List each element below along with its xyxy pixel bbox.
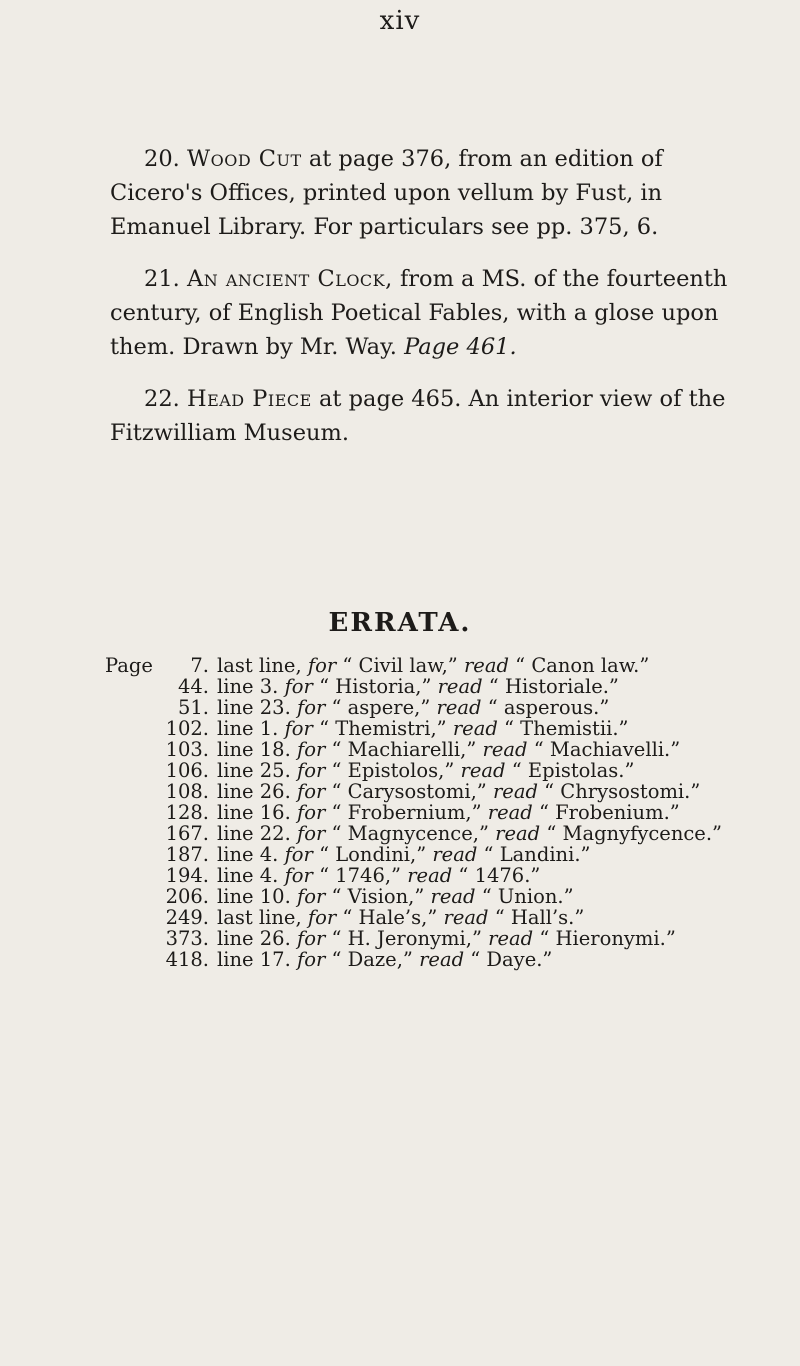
errata-for-word: for — [284, 675, 320, 698]
errata-wrong: “ Machiarelli,” — [331, 738, 483, 761]
errata-row — [105, 739, 722, 760]
errata-correction — [217, 697, 609, 718]
errata-read-word: read — [419, 948, 471, 971]
errata-row — [105, 802, 722, 823]
errata-location: line 23. — [217, 696, 297, 719]
errata-correction — [217, 718, 629, 739]
errata-right: “ 1476.” — [458, 864, 541, 887]
errata-read-word: read — [460, 759, 512, 782]
errata-correction — [217, 802, 680, 823]
entry-text: at page 465. An interior view of the Fitzwilliam Museum. — [110, 386, 726, 446]
errata-row — [105, 949, 722, 970]
errata-for-word: for — [296, 822, 332, 845]
errata-right: “ asperous.” — [487, 696, 610, 719]
errata-page-label — [105, 739, 153, 760]
errata-right: “ Canon law.” — [515, 654, 650, 677]
errata-for-word: for — [284, 864, 320, 887]
errata-read-word: read — [463, 654, 516, 677]
errata-correction — [217, 655, 649, 676]
errata-page-label — [105, 928, 153, 949]
errata-read-word: read — [443, 906, 495, 929]
errata-correction — [217, 823, 722, 844]
errata-read-word: read — [495, 822, 547, 845]
errata-row — [105, 823, 722, 844]
errata-for-word: for — [296, 885, 332, 908]
errata-page-label — [105, 886, 153, 907]
errata-location: last line, — [217, 654, 308, 677]
errata-right: “ Chrysostomi.” — [544, 780, 701, 803]
errata-heading: ERRATA. — [328, 608, 472, 638]
errata-location: line 26. — [217, 780, 297, 803]
errata-correction — [217, 676, 619, 697]
errata-right: “ Daye.” — [470, 948, 553, 971]
errata-right: “ Magnyfycence.” — [546, 822, 723, 845]
illustration-entry-20 — [110, 142, 750, 244]
errata-wrong: “ Themistri,” — [319, 717, 453, 740]
errata-right: “ Themistii.” — [504, 717, 629, 740]
errata-wrong: “ Epistolos,” — [331, 759, 461, 782]
errata-location: line 1. — [217, 717, 285, 740]
errata-for-word: for — [296, 927, 332, 950]
errata-correction — [217, 739, 680, 760]
errata-read-word: read — [407, 864, 459, 887]
errata-row — [105, 718, 722, 739]
errata-location: line 10. — [217, 885, 297, 908]
errata-page-number: 106. — [165, 759, 209, 782]
errata-correction — [217, 865, 540, 886]
errata-right: “ Epistolas.” — [511, 759, 635, 782]
errata-right: “ Hieronymi.” — [539, 927, 676, 950]
errata-right: “ Union.” — [481, 885, 574, 908]
errata-for-word: for — [284, 717, 320, 740]
errata-location: line 4. — [217, 843, 285, 866]
errata-read-word: read — [437, 675, 489, 698]
errata-page-label — [105, 844, 153, 865]
errata-row — [105, 676, 722, 697]
errata-page-label — [105, 907, 153, 928]
errata-wrong: “ Historia,” — [319, 675, 438, 698]
errata-page-label: Page — [105, 654, 153, 677]
errata-wrong: “ Vision,” — [331, 885, 431, 908]
errata-read-word: read — [487, 801, 539, 824]
errata-page-label — [105, 865, 153, 886]
errata-row — [105, 760, 722, 781]
errata-page-number: 167. — [165, 822, 209, 845]
errata-wrong: “ Carysostomi,” — [331, 780, 493, 803]
errata-wrong: “ Daze,” — [331, 948, 420, 971]
entry-text: from a MS. of the fourteenth century, of English Poetical Fables, with a glose upon them. Drawn by Mr. Way. — [110, 266, 728, 360]
errata-page-number: 128. — [165, 801, 209, 824]
illustration-entry-21 — [110, 262, 750, 364]
errata-right: “ Hall’s.” — [494, 906, 585, 929]
errata-for-word: for — [307, 654, 343, 677]
errata-page-number: 44. — [177, 675, 209, 698]
entry-page-ref: Page 461. — [404, 334, 517, 360]
errata-for-word: for — [307, 906, 343, 929]
errata-right: “ Machiavelli.” — [533, 738, 681, 761]
errata-location: line 22. — [217, 822, 297, 845]
errata-for-word: for — [296, 696, 332, 719]
errata-page-number: 206. — [165, 885, 209, 908]
errata-wrong: “ 1746,” — [319, 864, 408, 887]
errata-page-label — [105, 718, 153, 739]
errata-location: line 4. — [217, 864, 285, 887]
errata-read-word: read — [488, 927, 540, 950]
errata-page-label — [105, 760, 153, 781]
errata-correction — [217, 949, 552, 970]
errata-row — [105, 781, 722, 802]
errata-page-number: 187. — [165, 843, 209, 866]
errata-read-word: read — [436, 696, 488, 719]
errata-page-label — [105, 823, 153, 844]
errata-row — [105, 928, 722, 949]
errata-page-label — [105, 781, 153, 802]
errata-wrong: “ aspere,” — [331, 696, 437, 719]
entry-number: 20. — [144, 146, 180, 172]
errata-for-word: for — [296, 759, 332, 782]
errata-page-label — [105, 676, 153, 697]
errata-row — [105, 886, 722, 907]
errata-wrong: “ Magnycence,” — [331, 822, 496, 845]
errata-read-word: read — [482, 738, 534, 761]
entry-text: at page 376, from an edition of Cicero's Offices, printed upon vellum by Fust, in Emanuel Library. For particulars see pp. 375, 6. — [110, 146, 663, 240]
errata-row — [105, 865, 722, 886]
errata-correction — [217, 886, 574, 907]
errata-right: “ Landini.” — [483, 843, 591, 866]
illustration-list — [110, 142, 750, 468]
errata-location: line 25. — [217, 759, 297, 782]
errata-row — [105, 697, 722, 718]
errata-read-word: read — [452, 717, 505, 740]
errata-correction — [217, 907, 584, 928]
errata-page-number: 102. — [165, 717, 209, 740]
errata-list — [105, 655, 722, 970]
errata-location: line 17. — [217, 948, 297, 971]
errata-correction — [217, 928, 676, 949]
errata-page-label — [105, 697, 153, 718]
errata-row — [105, 655, 722, 676]
errata-page-number: 373. — [165, 927, 209, 950]
errata-correction — [217, 760, 634, 781]
errata-for-word: for — [284, 843, 320, 866]
errata-correction — [217, 781, 700, 802]
errata-right: “ Historiale.” — [488, 675, 619, 698]
errata-location: line 26. — [217, 927, 297, 950]
errata-right: “ Frobenium.” — [538, 801, 680, 824]
errata-page-label — [105, 949, 153, 970]
errata-for-word: for — [296, 948, 332, 971]
entry-number: 22. — [144, 386, 180, 412]
errata-page-number: 51. — [177, 696, 209, 719]
errata-wrong: “ Frobernium,” — [331, 801, 488, 824]
errata-wrong: “ Hale’s,” — [342, 906, 444, 929]
errata-wrong: “ H. Jeronymi,” — [331, 927, 489, 950]
errata-wrong: “ Londini,” — [319, 843, 433, 866]
errata-read-word: read — [430, 885, 482, 908]
entry-title: Head Piece — [186, 386, 312, 412]
errata-location: line 3. — [217, 675, 285, 698]
entry-number: 21. — [144, 266, 180, 292]
errata-page-label — [105, 802, 153, 823]
illustration-entry-22 — [110, 382, 750, 450]
entry-title: Wood Cut — [186, 146, 302, 172]
errata-location: last line, — [217, 906, 308, 929]
errata-row — [105, 907, 722, 928]
errata-for-word: for — [296, 801, 332, 824]
errata-page-number: 418. — [165, 948, 209, 971]
errata-read-word: read — [492, 780, 545, 803]
errata-row — [105, 844, 722, 865]
page-number: xiv — [379, 6, 421, 36]
errata-page-number: 194. — [165, 864, 209, 887]
errata-page-number: 249. — [165, 906, 209, 929]
errata-page-number: 108. — [165, 780, 209, 803]
errata-read-word: read — [432, 843, 484, 866]
entry-title: An ancient Clock, — [186, 266, 393, 292]
errata-for-word: for — [296, 738, 332, 761]
errata-for-word: for — [296, 780, 332, 803]
errata-correction — [217, 844, 591, 865]
errata-location: line 16. — [217, 801, 297, 824]
errata-page-number: 7. — [190, 654, 209, 677]
errata-page-number: 103. — [165, 738, 209, 761]
errata-wrong: “ Civil law,” — [342, 654, 464, 677]
errata-location: line 18. — [217, 738, 297, 761]
